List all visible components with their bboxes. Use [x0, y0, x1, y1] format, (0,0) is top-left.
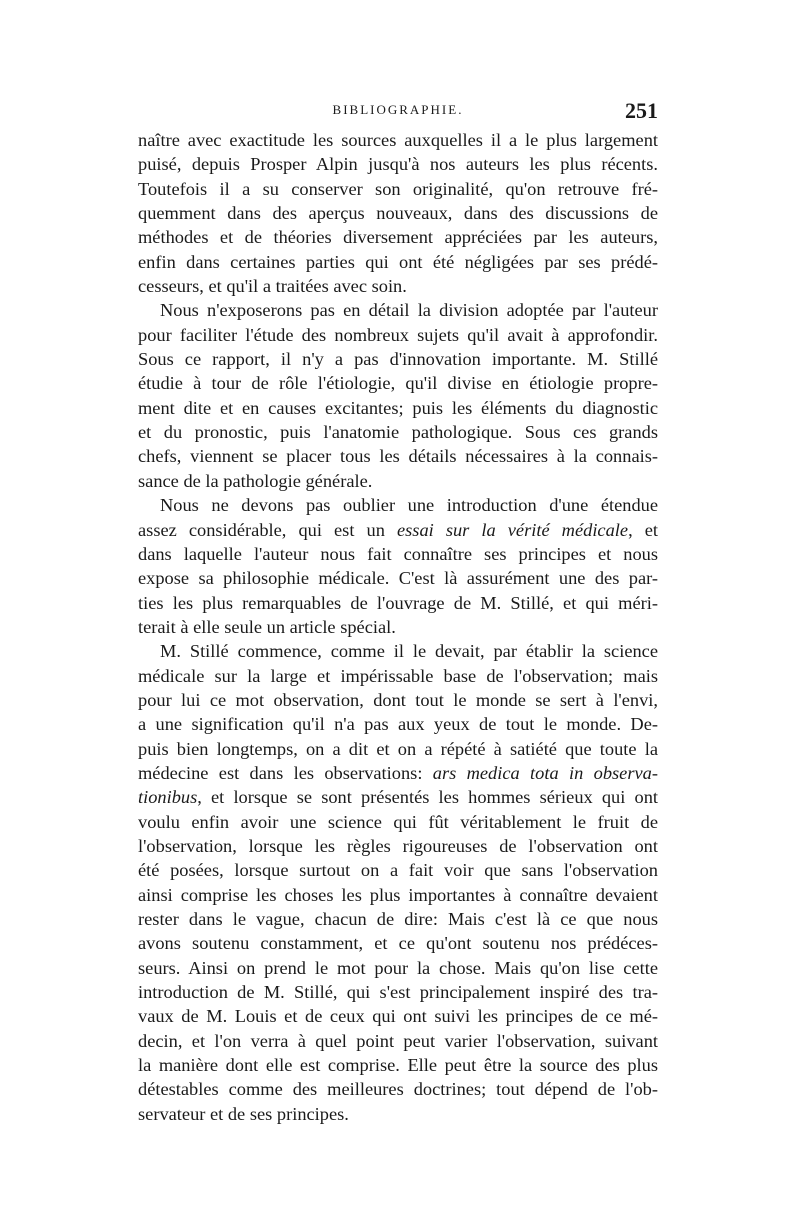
- text-line: [138, 201, 658, 225]
- text-segment: Nous n'exposerons pas en détail la division adoptée par l'auteur: [160, 300, 658, 321]
- text-line: [138, 371, 658, 395]
- text-segment: vaux de M. Louis et de ceux qui ont suivi les principes de ce mé-: [138, 1006, 658, 1027]
- text-segment: médicale sur la large et impérissable base de l'observation; mais: [138, 665, 658, 686]
- text-segment: M. Stillé commence, comme il le devait, par établir la science: [160, 641, 658, 662]
- text-segment: Sous ce rapport, il n'y a pas d'innovation importante. M. Stillé: [138, 349, 658, 370]
- text-line: [138, 177, 658, 201]
- text-segment: ties les plus remarquables de l'ouvrage de M. Stillé, et qui méri-: [138, 592, 658, 613]
- text-line: [138, 907, 658, 931]
- text-line: [138, 1077, 658, 1101]
- text-segment: été posées, lorsque surtout on a fait voir que sans l'observation: [138, 860, 658, 881]
- running-head: BIBLIOGRAPHIE.: [332, 102, 464, 117]
- text-line: [138, 225, 658, 249]
- text-line: [138, 444, 658, 468]
- text-segment: , et: [628, 519, 658, 540]
- text-segment: Nous ne devons pas oublier une introduction d'une étendue: [160, 495, 658, 516]
- text-segment: avons soutenu constamment, et ce qu'ont soutenu nos prédéces-: [138, 933, 658, 954]
- text-line: [138, 1053, 658, 1077]
- text-line: [138, 785, 658, 809]
- text-line: [138, 615, 658, 639]
- text-line: [138, 761, 658, 785]
- text-line: [138, 152, 658, 176]
- text-segment: assez considérable, qui est un: [138, 519, 397, 540]
- text-line: [138, 347, 658, 371]
- text-line: [138, 128, 658, 152]
- text-segment: pour lui ce mot observation, dont tout le monde se sert à l'envi,: [138, 689, 658, 710]
- text-line: [138, 420, 658, 444]
- text-segment: terait à elle seule un article spécial.: [138, 616, 396, 637]
- text-segment: et du pronostic, puis l'anatomie pathologique. Sous ces grands: [138, 422, 658, 443]
- text-segment: servateur et de ses principes.: [138, 1103, 349, 1124]
- text-line: [138, 566, 658, 590]
- text-line: [138, 810, 658, 834]
- text-line: [138, 591, 658, 615]
- text-line: [138, 834, 658, 858]
- text-segment: sance de la pathologie générale.: [138, 470, 373, 491]
- text-segment: a une signification qu'il n'a pas aux yeux de tout le monde. De-: [138, 714, 658, 735]
- text-segment: seurs. Ainsi on prend le mot pour la chose. Mais qu'on lise cette: [138, 957, 658, 978]
- text-line: [138, 639, 658, 663]
- text-line: [138, 469, 658, 493]
- text-line: [138, 712, 658, 736]
- text-line: [138, 664, 658, 688]
- text-line: [138, 956, 658, 980]
- text-line: [138, 518, 658, 542]
- text-segment: cesseurs, et qu'il a traitées avec soin.: [138, 276, 407, 297]
- text-segment: decin, et l'on verra à quel point peut varier l'observation, suivant: [138, 1030, 658, 1051]
- page-header: [138, 98, 658, 124]
- text-line: [138, 493, 658, 517]
- text-segment: dans laquelle l'auteur nous fait connaître ses principes et nous: [138, 543, 658, 564]
- text-line: [138, 323, 658, 347]
- text-line: [138, 980, 658, 1004]
- text-line: [138, 1004, 658, 1028]
- text-line: [138, 1029, 658, 1053]
- text-segment: expose sa philosophie médicale. C'est là assurément une des par-: [138, 568, 658, 589]
- text-line: [138, 688, 658, 712]
- text-segment: chefs, viennent se placer tous les détails nécessaires à la connais-: [138, 446, 658, 467]
- text-segment: quemment dans des aperçus nouveaux, dans des discussions de: [138, 203, 658, 224]
- page-number: 251: [625, 98, 658, 123]
- text-line: [138, 1102, 658, 1126]
- text-segment: introduction de M. Stillé, qui s'est principalement inspiré des tra-: [138, 982, 658, 1003]
- text-line: [138, 883, 658, 907]
- text-line: [138, 396, 658, 420]
- italic-text: essai sur la vérité médicale: [396, 519, 629, 540]
- text-segment: Toutefois il a su conserver son originalité, qu'on retrouve fré-: [138, 178, 658, 199]
- italic-text: ars medica tota in observa-: [432, 762, 658, 783]
- text-line: [138, 274, 658, 298]
- text-line: [138, 737, 658, 761]
- text-segment: ainsi comprise les choses les plus importantes à connaître devaient: [138, 884, 658, 905]
- text-line: [138, 250, 658, 274]
- text-segment: naître avec exactitude les sources auxquelles il a le plus largement: [138, 130, 658, 150]
- text-segment: puis bien longtemps, on a dit et on a répété à satiété que toute la: [138, 738, 658, 759]
- text-segment: voulu enfin avoir une science qui fût véritablement le fruit de: [138, 811, 658, 832]
- text-line: [138, 858, 658, 882]
- text-segment: puisé, depuis Prosper Alpin jusqu'à nos auteurs les plus récents.: [138, 154, 658, 175]
- text-segment: pour faciliter l'étude des nombreux sujets qu'il avait à approfondir.: [138, 324, 658, 345]
- text-segment: , et lorsque se sont présentés les hommes sérieux qui ont: [197, 787, 658, 808]
- text-segment: rester dans le vague, chacun de dire: Mais c'est là ce que nous: [138, 909, 658, 929]
- text-segment: la manière dont elle est comprise. Elle peut être la source des plus: [138, 1055, 658, 1076]
- body-text: [138, 128, 658, 1126]
- text-line: [138, 542, 658, 566]
- text-segment: détestables comme des meilleures doctrines; tout dépend de l'ob-: [138, 1079, 658, 1100]
- text-segment: méthodes et de théories diversement appréciées par les auteurs,: [138, 227, 658, 248]
- text-segment: l'observation, lorsque les règles rigoureuses de l'observation ont: [138, 835, 658, 856]
- text-line: [138, 931, 658, 955]
- italic-text: tionibus: [138, 787, 198, 808]
- text-segment: ment dite et en causes excitantes; puis les éléments du diagnostic: [138, 397, 658, 418]
- text-segment: médecine est dans les observations:: [138, 762, 433, 783]
- text-segment: étudie à tour de rôle l'étiologie, qu'il divise en étiologie propre-: [138, 373, 658, 394]
- text-line: [138, 298, 658, 322]
- text-segment: enfin dans certaines parties qui ont été négligées par ses prédé-: [138, 251, 658, 272]
